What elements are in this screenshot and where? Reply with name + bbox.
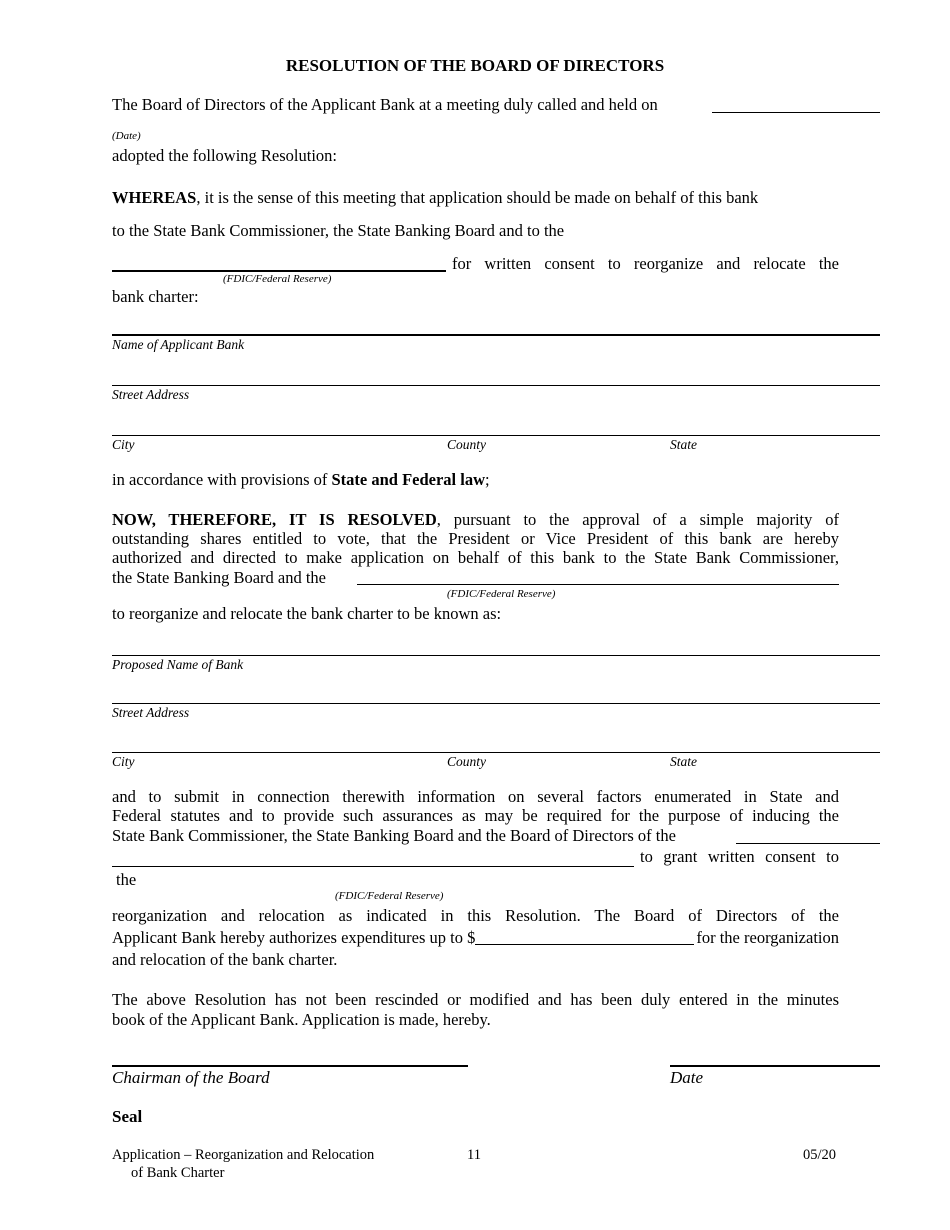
fdic-field-2[interactable] (357, 584, 839, 585)
applicant-city-label: City (112, 437, 135, 452)
applicant-name-label: Name of Applicant Bank (112, 337, 245, 352)
accordance-bold: State and Federal law (331, 470, 486, 489)
proposed-city-county-state-field[interactable] (112, 752, 880, 753)
submit-line-6: reorganization and relocation as indicated in this Resolution. The Board of Directors of the (112, 906, 839, 925)
fdic-caption-3: (FDIC/Federal Reserve) (335, 890, 444, 902)
submit-line-4: to grant written consent to (640, 847, 839, 866)
resolved-line-1 (112, 510, 839, 530)
proposed-name-field[interactable] (112, 655, 880, 656)
resolved-line-2: outstanding shares entitled to vote, that the President or Vice President of this bank are hereby (112, 529, 839, 548)
whereas-keyword: WHEREAS (112, 188, 197, 207)
applicant-street-label: Street Address (112, 387, 190, 402)
expenditure-prefix: Applicant Bank hereby authorizes expenditures up to $ (112, 928, 476, 947)
whereas-line-4: bank charter: (112, 287, 199, 306)
signature-date-field[interactable] (670, 1065, 880, 1067)
submit-line-8: and relocation of the bank charter. (112, 950, 338, 969)
expenditure-amount-field[interactable] (475, 930, 694, 945)
applicant-city-county-state-field[interactable] (112, 435, 880, 436)
submit-line-7 (112, 928, 839, 948)
applicant-county-label: County (447, 437, 486, 452)
page-title: RESOLUTION OF THE BOARD OF DIRECTORS (285, 56, 665, 75)
applicant-street-field[interactable] (112, 385, 880, 386)
chairman-signature-field[interactable] (112, 1065, 468, 1067)
accordance-prefix: in accordance with provisions of (112, 470, 332, 489)
proposed-county-label: County (447, 754, 486, 769)
submit-line-5: the (116, 870, 137, 889)
resolved-keyword: NOW, THEREFORE, IT IS RESOLVED (112, 510, 437, 529)
fdic-field-3[interactable] (112, 866, 634, 867)
footer-version: 05/20 (803, 1147, 837, 1163)
intro-text-2: adopted the following Resolution: (112, 146, 338, 165)
applicant-state-label: State (670, 437, 697, 452)
expenditure-suffix: for the reorganization (696, 928, 839, 947)
footer-left-2: of Bank Charter (131, 1165, 225, 1181)
fdic-field-1[interactable] (112, 270, 446, 272)
whereas-line-3: for written consent to reorganize and relocate the (452, 254, 839, 273)
closing-line-1: The above Resolution has not been rescinded or modified and has been duly entered in the minutes (112, 990, 839, 1009)
resolved-line-4: the State Banking Board and the (112, 568, 326, 587)
date-caption: (Date) (112, 130, 141, 142)
footer-left-1: Application – Reorganization and Relocation (112, 1147, 375, 1163)
closing-line-2: book of the Applicant Bank. Application is made, hereby. (112, 1010, 491, 1029)
signature-date-label: Date (670, 1068, 704, 1087)
fdic-caption-1: (FDIC/Federal Reserve) (223, 273, 332, 285)
fdic-caption-2: (FDIC/Federal Reserve) (447, 588, 556, 600)
submit-line-2: Federal statutes and to provide such assurances as may be required for the purpose of inducing the (112, 806, 839, 825)
meeting-date-field[interactable] (712, 112, 880, 113)
resolved-text: , pursuant to the approval of a simple majority of (436, 510, 839, 529)
whereas-line-1 (112, 188, 758, 208)
submit-line-1: and to submit in connection therewith information on several factors enumerated in State and (112, 787, 839, 806)
resolved-line-5: to reorganize and relocate the bank charter to be known as: (112, 604, 502, 623)
whereas-text: , it is the sense of this meeting that application should be made on behalf of this bank (196, 188, 759, 207)
seal-label: Seal (112, 1107, 143, 1126)
proposed-name-label: Proposed Name of Bank (112, 657, 244, 672)
proposed-city-label: City (112, 754, 135, 769)
proposed-street-label: Street Address (112, 705, 190, 720)
whereas-line-2: to the State Bank Commissioner, the State Banking Board and to the (112, 221, 565, 240)
applicant-name-field[interactable] (112, 334, 880, 336)
proposed-street-field[interactable] (112, 703, 880, 704)
submit-line-3: State Bank Commissioner, the State Banking Board and the Board of Directors of the (112, 826, 676, 845)
resolved-line-3: authorized and directed to make application on behalf of this bank to the State Bank Commissioner, (112, 548, 839, 567)
board-name-field[interactable] (736, 843, 880, 844)
chairman-label: Chairman of the Board (112, 1068, 270, 1087)
accordance-text (112, 470, 490, 490)
intro-text: The Board of Directors of the Applicant Bank at a meeting duly called and held on (112, 95, 658, 114)
accordance-suffix: ; (485, 470, 490, 489)
footer-page-number: 11 (467, 1147, 481, 1163)
proposed-state-label: State (670, 754, 697, 769)
